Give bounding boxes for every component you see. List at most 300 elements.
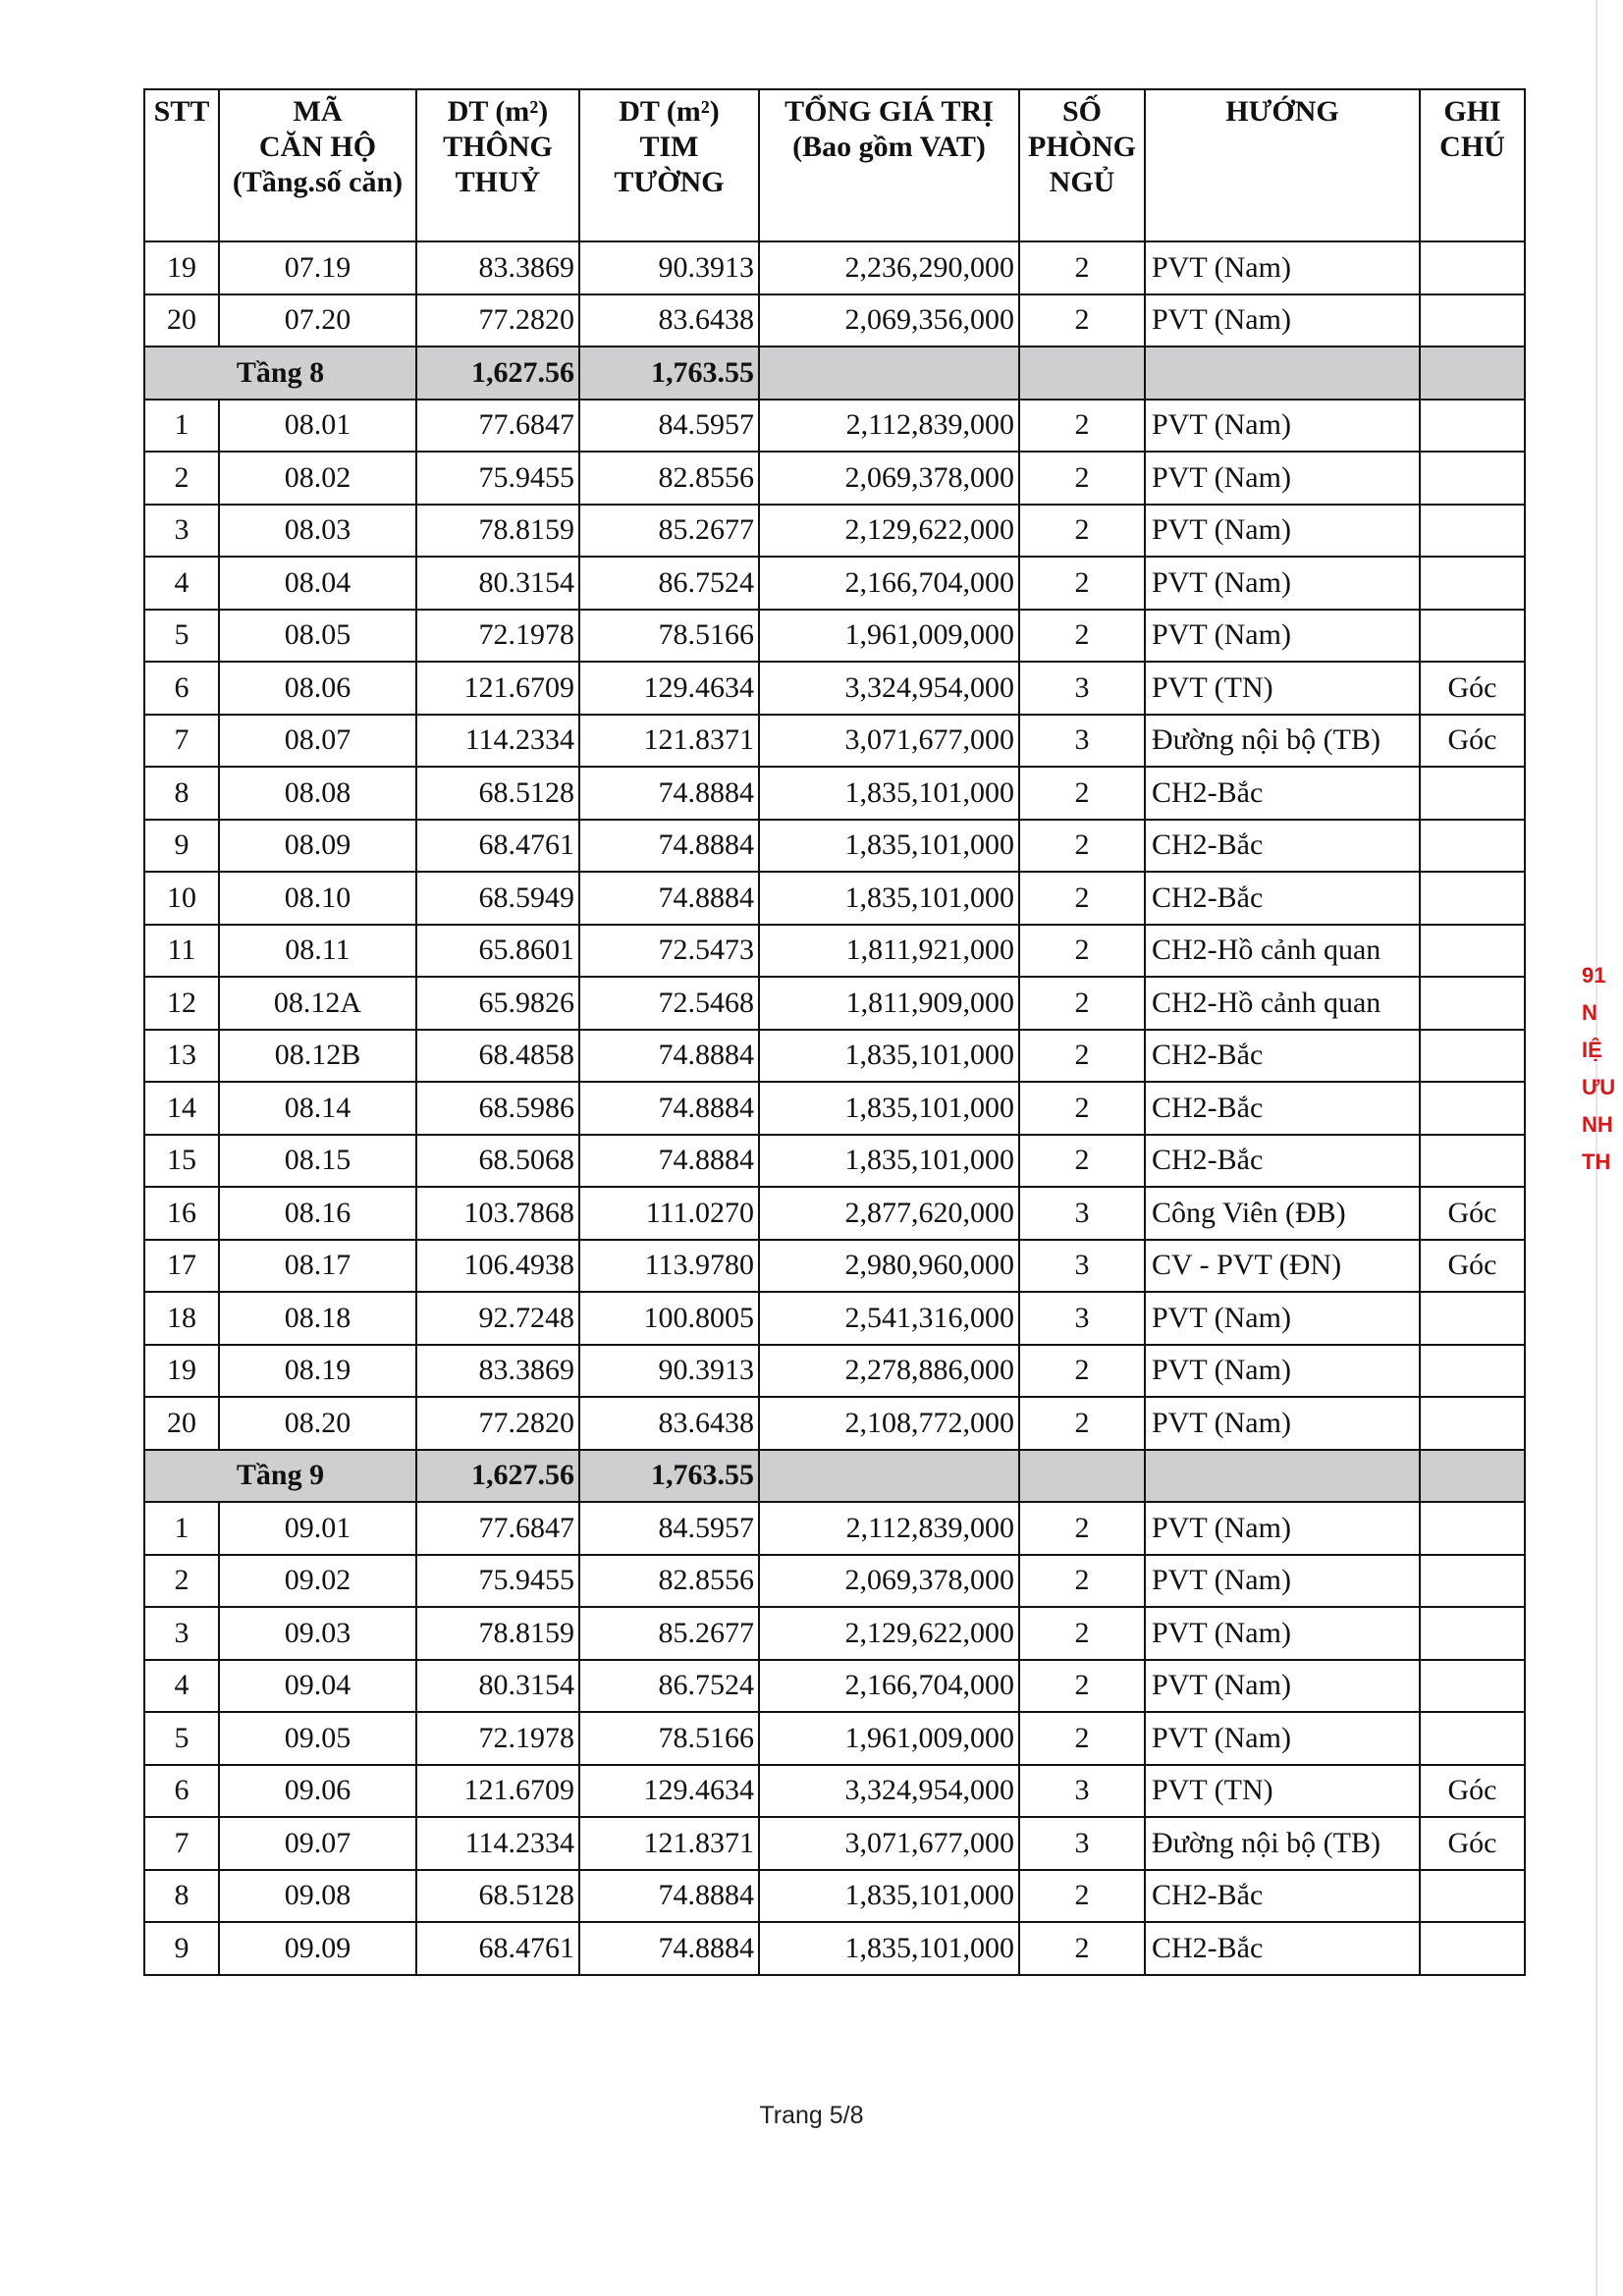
empty-cell: [1145, 347, 1420, 400]
cell-stt: 6: [144, 1765, 219, 1818]
cell-tong-gia-tri: 1,835,101,000: [759, 1082, 1019, 1135]
cell-so-phong-ngu: 2: [1019, 400, 1145, 453]
cell-huong: Đường nội bộ (TB): [1145, 715, 1420, 768]
cell-so-phong-ngu: 2: [1019, 1030, 1145, 1083]
cell-ma-can-ho: 08.11: [219, 925, 416, 978]
cell-dt-thong-thuy: 121.6709: [416, 662, 579, 715]
cell-ghi-chu: [1420, 1502, 1525, 1555]
cell-so-phong-ngu: 2: [1019, 505, 1145, 558]
table-row: [144, 294, 1525, 347]
header-line: PHÒNG: [1028, 131, 1136, 163]
cell-dt-thong-thuy: 80.3154: [416, 557, 579, 610]
table-row: [144, 1030, 1525, 1083]
header-line: DT (m²): [447, 95, 549, 128]
table-row: [144, 1082, 1525, 1135]
cell-dt-tim-tuong: 72.5473: [579, 925, 759, 978]
cell-huong: PVT (Nam): [1145, 400, 1420, 453]
cell-so-phong-ngu: 2: [1019, 610, 1145, 663]
cell-tong-gia-tri: 2,166,704,000: [759, 557, 1019, 610]
cell-huong: CH2-Bắc: [1145, 1135, 1420, 1188]
cell-tong-gia-tri: 3,071,677,000: [759, 715, 1019, 768]
cell-huong: PVT (Nam): [1145, 452, 1420, 505]
cell-dt-thong-thuy: 103.7868: [416, 1187, 579, 1240]
cell-dt-tim-tuong: 86.7524: [579, 1660, 759, 1713]
cell-dt-tim-tuong: 82.8556: [579, 452, 759, 505]
cell-so-phong-ngu: 2: [1019, 1397, 1145, 1450]
cell-dt-tim-tuong: 129.4634: [579, 1765, 759, 1818]
cell-so-phong-ngu: 2: [1019, 452, 1145, 505]
cell-so-phong-ngu: 3: [1019, 1817, 1145, 1870]
cell-dt-thong-thuy: 77.2820: [416, 1397, 579, 1450]
cell-dt-thong-thuy: 78.8159: [416, 505, 579, 558]
cell-huong: CH2-Hồ cảnh quan: [1145, 977, 1420, 1030]
cell-dt-thong-thuy: 92.7248: [416, 1292, 579, 1345]
cell-dt-tim-tuong: 83.6438: [579, 1397, 759, 1450]
cell-stt: 5: [144, 610, 219, 663]
cell-tong-gia-tri: 3,071,677,000: [759, 1817, 1019, 1870]
cell-ma-can-ho: 08.19: [219, 1345, 416, 1398]
cell-huong: PVT (Nam): [1145, 505, 1420, 558]
cell-tong-gia-tri: 1,835,101,000: [759, 820, 1019, 873]
cell-tong-gia-tri: 2,166,704,000: [759, 1660, 1019, 1713]
cell-stt: 10: [144, 872, 219, 925]
cell-ghi-chu: [1420, 767, 1525, 820]
cell-dt-thong-thuy: 75.9455: [416, 1555, 579, 1608]
table-row: [144, 1922, 1525, 1975]
cell-ghi-chu: [1420, 1345, 1525, 1398]
floor-label: Tầng 8: [144, 347, 416, 400]
header-line: STT: [153, 95, 210, 128]
cell-huong: PVT (Nam): [1145, 1397, 1420, 1450]
table-header-row: [144, 89, 1525, 241]
cell-stt: 5: [144, 1712, 219, 1765]
cell-tong-gia-tri: 1,835,101,000: [759, 767, 1019, 820]
cell-dt-tim-tuong: 78.5166: [579, 1712, 759, 1765]
cell-stt: 3: [144, 1607, 219, 1660]
cell-huong: CV - PVT (ĐN): [1145, 1240, 1420, 1293]
cell-dt-tim-tuong: 90.3913: [579, 1345, 759, 1398]
cell-so-phong-ngu: 2: [1019, 1082, 1145, 1135]
cell-dt-thong-thuy: 75.9455: [416, 452, 579, 505]
table-row: [144, 610, 1525, 663]
cell-tong-gia-tri: 1,811,921,000: [759, 925, 1019, 978]
cell-ghi-chu: [1420, 1870, 1525, 1923]
cell-huong: PVT (Nam): [1145, 241, 1420, 294]
cell-ghi-chu: [1420, 557, 1525, 610]
cell-huong: PVT (Nam): [1145, 294, 1420, 347]
cell-dt-thong-thuy: 68.5949: [416, 872, 579, 925]
cell-ma-can-ho: 08.17: [219, 1240, 416, 1293]
cell-dt-thong-thuy: 83.3869: [416, 241, 579, 294]
cell-tong-gia-tri: 1,961,009,000: [759, 610, 1019, 663]
cell-ghi-chu: [1420, 1607, 1525, 1660]
header-ma-can-ho: [219, 89, 416, 241]
cell-dt-tim-tuong: 100.8005: [579, 1292, 759, 1345]
cell-ma-can-ho: 08.04: [219, 557, 416, 610]
cell-stt: 17: [144, 1240, 219, 1293]
empty-cell: [1420, 347, 1525, 400]
cell-ghi-chu: Góc: [1420, 1187, 1525, 1240]
header-line: THÔNG: [443, 131, 553, 163]
cell-ma-can-ho: 08.08: [219, 767, 416, 820]
table-row: [144, 715, 1525, 768]
cell-stt: 2: [144, 1555, 219, 1608]
cell-huong: CH2-Bắc: [1145, 1030, 1420, 1083]
cell-tong-gia-tri: 1,835,101,000: [759, 1030, 1019, 1083]
cell-ma-can-ho: 07.20: [219, 294, 416, 347]
cell-so-phong-ngu: 2: [1019, 557, 1145, 610]
table-row: [144, 872, 1525, 925]
cell-huong: PVT (Nam): [1145, 1660, 1420, 1713]
cell-dt-thong-thuy: 68.5068: [416, 1135, 579, 1188]
cell-stt: 2: [144, 452, 219, 505]
cell-huong: CH2-Bắc: [1145, 872, 1420, 925]
cell-stt: 1: [144, 400, 219, 453]
cell-dt-tim-tuong: 121.8371: [579, 715, 759, 768]
cell-so-phong-ngu: 2: [1019, 977, 1145, 1030]
cell-ghi-chu: [1420, 1660, 1525, 1713]
header-line: TỔNG GIÁ TRỊ: [784, 95, 994, 128]
cell-ghi-chu: [1420, 241, 1525, 294]
cell-ma-can-ho: 09.07: [219, 1817, 416, 1870]
empty-cell: [1420, 1450, 1525, 1503]
cell-tong-gia-tri: 2,112,839,000: [759, 400, 1019, 453]
floor-total-dt-tim-tuong: 1,763.55: [579, 347, 759, 400]
table-row: [144, 1607, 1525, 1660]
cell-dt-tim-tuong: 121.8371: [579, 1817, 759, 1870]
cell-ma-can-ho: 08.20: [219, 1397, 416, 1450]
table-row: [144, 1660, 1525, 1713]
cell-stt: 13: [144, 1030, 219, 1083]
cell-tong-gia-tri: 2,129,622,000: [759, 1607, 1019, 1660]
cell-so-phong-ngu: 2: [1019, 925, 1145, 978]
cell-ghi-chu: [1420, 294, 1525, 347]
cell-stt: 1: [144, 1502, 219, 1555]
cell-so-phong-ngu: 2: [1019, 294, 1145, 347]
cell-ma-can-ho: 08.18: [219, 1292, 416, 1345]
cell-tong-gia-tri: 2,236,290,000: [759, 241, 1019, 294]
cell-dt-tim-tuong: 74.8884: [579, 767, 759, 820]
cell-dt-tim-tuong: 74.8884: [579, 1030, 759, 1083]
cell-dt-thong-thuy: 78.8159: [416, 1607, 579, 1660]
cell-dt-thong-thuy: 121.6709: [416, 1765, 579, 1818]
cell-stt: 19: [144, 241, 219, 294]
cell-stt: 19: [144, 1345, 219, 1398]
cell-so-phong-ngu: 2: [1019, 1870, 1145, 1923]
table-row: [144, 1345, 1525, 1398]
cell-dt-thong-thuy: 68.5128: [416, 767, 579, 820]
cell-dt-thong-thuy: 114.2334: [416, 715, 579, 768]
table-row: [144, 1187, 1525, 1240]
table-row: [144, 241, 1525, 294]
cell-so-phong-ngu: 2: [1019, 241, 1145, 294]
cell-tong-gia-tri: 2,069,378,000: [759, 1555, 1019, 1608]
cell-tong-gia-tri: 2,541,316,000: [759, 1292, 1019, 1345]
cell-stt: 8: [144, 1870, 219, 1923]
table-row: [144, 1240, 1525, 1293]
table-row: [144, 1555, 1525, 1608]
cell-ghi-chu: Góc: [1420, 1240, 1525, 1293]
cell-ghi-chu: [1420, 872, 1525, 925]
header-ghi-chu: [1420, 89, 1525, 241]
header-line: DT (m²): [619, 95, 720, 128]
cell-dt-tim-tuong: 78.5166: [579, 610, 759, 663]
cell-so-phong-ngu: 3: [1019, 715, 1145, 768]
header-tong-gia-tri: [759, 89, 1019, 241]
header-dt-thong-thuy: [416, 89, 579, 241]
table-row: [144, 662, 1525, 715]
cell-dt-thong-thuy: 68.4761: [416, 1922, 579, 1975]
cell-ma-can-ho: 08.14: [219, 1082, 416, 1135]
cell-ghi-chu: [1420, 977, 1525, 1030]
table-row: [144, 1712, 1525, 1765]
cell-stt: 18: [144, 1292, 219, 1345]
cell-tong-gia-tri: 2,108,772,000: [759, 1397, 1019, 1450]
cell-dt-tim-tuong: 129.4634: [579, 662, 759, 715]
table-row: [144, 452, 1525, 505]
cell-ghi-chu: Góc: [1420, 1817, 1525, 1870]
cell-ghi-chu: [1420, 1555, 1525, 1608]
floor-subtotal-row: [144, 1450, 1525, 1503]
cell-so-phong-ngu: 2: [1019, 1345, 1145, 1398]
cell-dt-thong-thuy: 83.3869: [416, 1345, 579, 1398]
cell-dt-tim-tuong: 86.7524: [579, 557, 759, 610]
cell-ma-can-ho: 08.05: [219, 610, 416, 663]
cell-tong-gia-tri: 2,069,356,000: [759, 294, 1019, 347]
cell-huong: PVT (Nam): [1145, 1502, 1420, 1555]
cell-stt: 11: [144, 925, 219, 978]
cell-tong-gia-tri: 2,129,622,000: [759, 505, 1019, 558]
cell-dt-thong-thuy: 68.4761: [416, 820, 579, 873]
cell-so-phong-ngu: 2: [1019, 767, 1145, 820]
table-row: [144, 820, 1525, 873]
cell-so-phong-ngu: 3: [1019, 1765, 1145, 1818]
cell-stt: 7: [144, 715, 219, 768]
cell-ma-can-ho: 08.10: [219, 872, 416, 925]
cell-tong-gia-tri: 1,835,101,000: [759, 1922, 1019, 1975]
cell-huong: PVT (Nam): [1145, 1607, 1420, 1660]
cell-stt: 7: [144, 1817, 219, 1870]
cell-dt-tim-tuong: 74.8884: [579, 1922, 759, 1975]
header-stt: [144, 89, 219, 241]
cell-ghi-chu: [1420, 400, 1525, 453]
header-line: TƯỜNG: [614, 166, 725, 198]
cell-ma-can-ho: 09.09: [219, 1922, 416, 1975]
cell-dt-tim-tuong: 72.5468: [579, 977, 759, 1030]
cell-dt-thong-thuy: 72.1978: [416, 1712, 579, 1765]
cell-so-phong-ngu: 3: [1019, 662, 1145, 715]
cell-tong-gia-tri: 2,980,960,000: [759, 1240, 1019, 1293]
cell-huong: PVT (TN): [1145, 662, 1420, 715]
cell-dt-tim-tuong: 84.5957: [579, 1502, 759, 1555]
cell-ghi-chu: [1420, 925, 1525, 978]
cell-huong: PVT (Nam): [1145, 557, 1420, 610]
cell-dt-tim-tuong: 74.8884: [579, 872, 759, 925]
cell-so-phong-ngu: 2: [1019, 1555, 1145, 1608]
cell-dt-thong-thuy: 68.5128: [416, 1870, 579, 1923]
cell-huong: CH2-Bắc: [1145, 1922, 1420, 1975]
header-line: SỐ: [1061, 95, 1103, 128]
cell-stt: 9: [144, 820, 219, 873]
cell-dt-thong-thuy: 72.1978: [416, 610, 579, 663]
table-row: [144, 767, 1525, 820]
cell-so-phong-ngu: 2: [1019, 1660, 1145, 1713]
table-body: [144, 241, 1525, 1975]
table-row: [144, 1397, 1525, 1450]
cell-ghi-chu: [1420, 1030, 1525, 1083]
cell-so-phong-ngu: 3: [1019, 1240, 1145, 1293]
cell-dt-tim-tuong: 90.3913: [579, 241, 759, 294]
cell-dt-tim-tuong: 74.8884: [579, 1870, 759, 1923]
empty-cell: [759, 1450, 1019, 1503]
cell-dt-tim-tuong: 111.0270: [579, 1187, 759, 1240]
cell-dt-tim-tuong: 74.8884: [579, 820, 759, 873]
stamp-text: 91: [1582, 963, 1606, 988]
cell-so-phong-ngu: 2: [1019, 1712, 1145, 1765]
cell-dt-tim-tuong: 113.9780: [579, 1240, 759, 1293]
cell-tong-gia-tri: 1,835,101,000: [759, 1135, 1019, 1188]
cell-ghi-chu: [1420, 1712, 1525, 1765]
cell-huong: CH2-Bắc: [1145, 1082, 1420, 1135]
cell-dt-tim-tuong: 74.8884: [579, 1082, 759, 1135]
header-dt-tim-tuong: [579, 89, 759, 241]
cell-stt: 14: [144, 1082, 219, 1135]
cell-so-phong-ngu: 2: [1019, 1135, 1145, 1188]
cell-ma-can-ho: 09.06: [219, 1765, 416, 1818]
cell-huong: PVT (Nam): [1145, 1555, 1420, 1608]
cell-stt: 4: [144, 1660, 219, 1713]
table-row: [144, 557, 1525, 610]
stamp-text: TH: [1582, 1149, 1611, 1174]
header-line: NGỦ: [1049, 166, 1115, 198]
header-line: GHI: [1443, 95, 1501, 128]
cell-stt: 8: [144, 767, 219, 820]
cell-ghi-chu: [1420, 610, 1525, 663]
floor-label: Tầng 9: [144, 1450, 416, 1503]
cell-dt-tim-tuong: 74.8884: [579, 1135, 759, 1188]
cell-ma-can-ho: 08.12A: [219, 977, 416, 1030]
cell-dt-thong-thuy: 65.9826: [416, 977, 579, 1030]
cell-ma-can-ho: 08.16: [219, 1187, 416, 1240]
cell-so-phong-ngu: 2: [1019, 1502, 1145, 1555]
cell-stt: 15: [144, 1135, 219, 1188]
header-huong: [1145, 89, 1420, 241]
cell-tong-gia-tri: 3,324,954,000: [759, 662, 1019, 715]
cell-so-phong-ngu: 2: [1019, 820, 1145, 873]
cell-stt: 16: [144, 1187, 219, 1240]
table-row: [144, 505, 1525, 558]
cell-dt-thong-thuy: 68.4858: [416, 1030, 579, 1083]
cell-ghi-chu: [1420, 820, 1525, 873]
cell-stt: 20: [144, 1397, 219, 1450]
stamp-text: NH: [1582, 1112, 1613, 1137]
floor-subtotal-row: [144, 347, 1525, 400]
cell-huong: CH2-Bắc: [1145, 1870, 1420, 1923]
cell-dt-tim-tuong: 85.2677: [579, 1607, 759, 1660]
table-row: [144, 925, 1525, 978]
cell-huong: PVT (Nam): [1145, 1292, 1420, 1345]
stamp-text: ƯU: [1582, 1075, 1615, 1099]
header-line: (Bao gồm VAT): [792, 131, 986, 163]
cell-stt: 4: [144, 557, 219, 610]
empty-cell: [1145, 1450, 1420, 1503]
cell-ma-can-ho: 09.08: [219, 1870, 416, 1923]
cell-dt-tim-tuong: 83.6438: [579, 294, 759, 347]
cell-so-phong-ngu: 3: [1019, 1187, 1145, 1240]
cell-ma-can-ho: 08.07: [219, 715, 416, 768]
cell-ghi-chu: Góc: [1420, 662, 1525, 715]
cell-ghi-chu: [1420, 1082, 1525, 1135]
cell-tong-gia-tri: 2,112,839,000: [759, 1502, 1019, 1555]
empty-cell: [759, 347, 1019, 400]
header-line: HƯỚNG: [1225, 95, 1339, 128]
side-stamp-fragment: [1582, 957, 1615, 1252]
cell-stt: 6: [144, 662, 219, 715]
table-row: [144, 1292, 1525, 1345]
header-line: CĂN HỘ: [258, 131, 377, 163]
cell-ma-can-ho: 08.12B: [219, 1030, 416, 1083]
stamp-text: N: [1582, 1000, 1597, 1025]
cell-stt: 9: [144, 1922, 219, 1975]
header-line: CHÚ: [1439, 131, 1505, 163]
cell-ma-can-ho: 09.04: [219, 1660, 416, 1713]
cell-dt-tim-tuong: 82.8556: [579, 1555, 759, 1608]
cell-ma-can-ho: 09.02: [219, 1555, 416, 1608]
cell-ghi-chu: [1420, 1397, 1525, 1450]
empty-cell: [1019, 347, 1145, 400]
cell-tong-gia-tri: 1,961,009,000: [759, 1712, 1019, 1765]
header-line: THUỶ: [455, 166, 541, 198]
cell-ma-can-ho: 08.09: [219, 820, 416, 873]
cell-dt-thong-thuy: 114.2334: [416, 1817, 579, 1870]
cell-tong-gia-tri: 2,069,378,000: [759, 452, 1019, 505]
cell-tong-gia-tri: 1,811,909,000: [759, 977, 1019, 1030]
header-so-phong-ngu: [1019, 89, 1145, 241]
cell-huong: Công Viên (ĐB): [1145, 1187, 1420, 1240]
cell-dt-thong-thuy: 106.4938: [416, 1240, 579, 1293]
cell-stt: 20: [144, 294, 219, 347]
cell-ghi-chu: [1420, 505, 1525, 558]
table-row: [144, 977, 1525, 1030]
cell-huong: PVT (TN): [1145, 1765, 1420, 1818]
cell-ghi-chu: Góc: [1420, 1765, 1525, 1818]
header-line: (Tầng.số căn): [232, 166, 404, 198]
header-line: TIM: [639, 131, 699, 163]
cell-dt-thong-thuy: 77.2820: [416, 294, 579, 347]
cell-huong: CH2-Bắc: [1145, 820, 1420, 873]
cell-so-phong-ngu: 2: [1019, 1922, 1145, 1975]
cell-dt-tim-tuong: 84.5957: [579, 400, 759, 453]
floor-total-dt-thong-thuy: 1,627.56: [416, 1450, 579, 1503]
cell-ghi-chu: [1420, 1292, 1525, 1345]
cell-dt-thong-thuy: 68.5986: [416, 1082, 579, 1135]
cell-dt-tim-tuong: 85.2677: [579, 505, 759, 558]
table-row: [144, 400, 1525, 453]
cell-huong: PVT (Nam): [1145, 1712, 1420, 1765]
table-row: [144, 1870, 1525, 1923]
cell-ma-can-ho: 09.01: [219, 1502, 416, 1555]
table-row: [144, 1502, 1525, 1555]
table-row: [144, 1135, 1525, 1188]
cell-ghi-chu: [1420, 1135, 1525, 1188]
empty-cell: [1019, 1450, 1145, 1503]
header-line: MÃ: [293, 95, 343, 128]
cell-huong: PVT (Nam): [1145, 1345, 1420, 1398]
cell-tong-gia-tri: 1,835,101,000: [759, 872, 1019, 925]
cell-tong-gia-tri: 1,835,101,000: [759, 1870, 1019, 1923]
table-row: [144, 1817, 1525, 1870]
cell-ma-can-ho: 08.15: [219, 1135, 416, 1188]
